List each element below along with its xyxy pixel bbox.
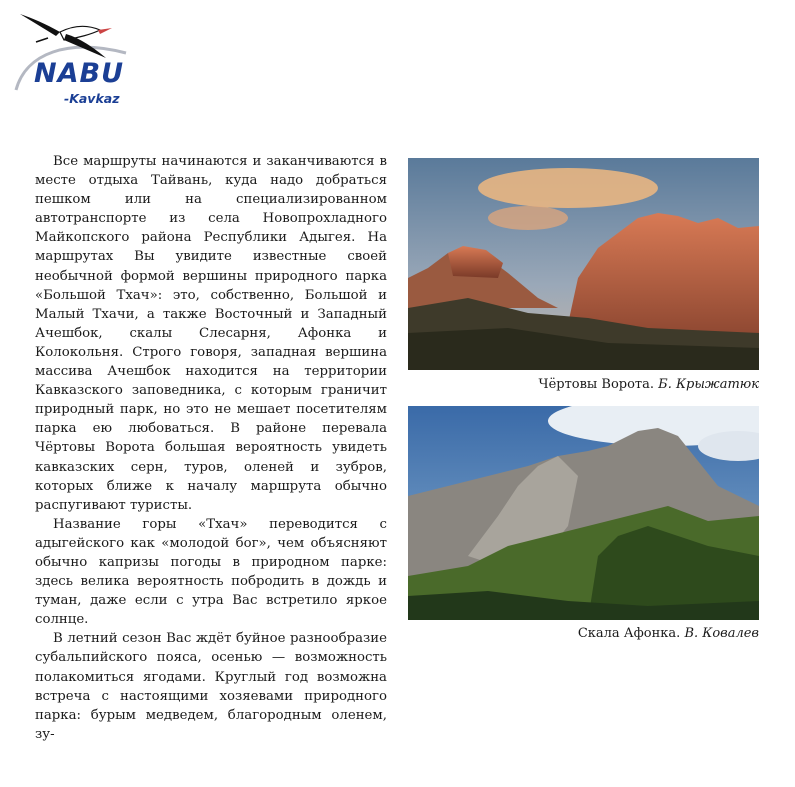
caption-chertovy-vorota (539, 377, 759, 392)
paragraph-3: В летний сезон Вас ждёт буйное разнообразие субальпийского пояса, осенью — возможность полакомиться ягодами. Круглый год возможна встреча с настоящими хозяевами природного парка: бурым медведем, благородным оленем, зу- (35, 631, 387, 742)
caption-title: Чёртовы Ворота. (538, 377, 654, 392)
paragraph-1: Все маршруты начинаются и заканчиваются в месте отдыха Тайвань, куда надо добраться пешком или на специализированном автотранспорте из села Новопрохладного Майкопского района Республики Адыгея. На маршрутах Вы увидите известные своей необычной формой вершины природного парка «Большой Тхач»: это, собственно, Большой и Малый Тхачи, а также Восточный и Западный Ачешбок, скалы Слесарня, Афонка и Колокольня. Строго говоря, западная вершина массива Ачешбок находится на территории Кавказского заповедника, с которым граничит природный парк, но это не мешает посетителям парка ею любоваться. В районе перевала Чёртовы Ворота большая вероятность увидеть кавказских серн, туров, оленей и зубров, которых ближе к началу маршрута обычно распугивают туристы. (35, 154, 387, 513)
caption-author: В. Ковалев (684, 626, 759, 641)
caption-author: Б. Крыжатюк (658, 377, 759, 392)
paragraph-2: Название горы «Тхач» переводится с адыгейского как «молодой бог», чем объясняют обычно капризы погоды в природном парке: здесь велика вероятность побродить в дождь и туман, даже если с утра Вас встретило яркое солнце. (35, 516, 387, 628)
article-text (35, 152, 387, 744)
photo-chertovy-vorota (408, 158, 759, 370)
logo-wordmark: NABU (34, 58, 124, 89)
caption-title: Скала Афонка. (577, 626, 681, 641)
nabu-logo (8, 8, 153, 108)
photo-skala-afonka (408, 406, 759, 620)
logo-subtitle: -Kavkaz (64, 91, 120, 106)
caption-skala-afonka (578, 626, 759, 641)
